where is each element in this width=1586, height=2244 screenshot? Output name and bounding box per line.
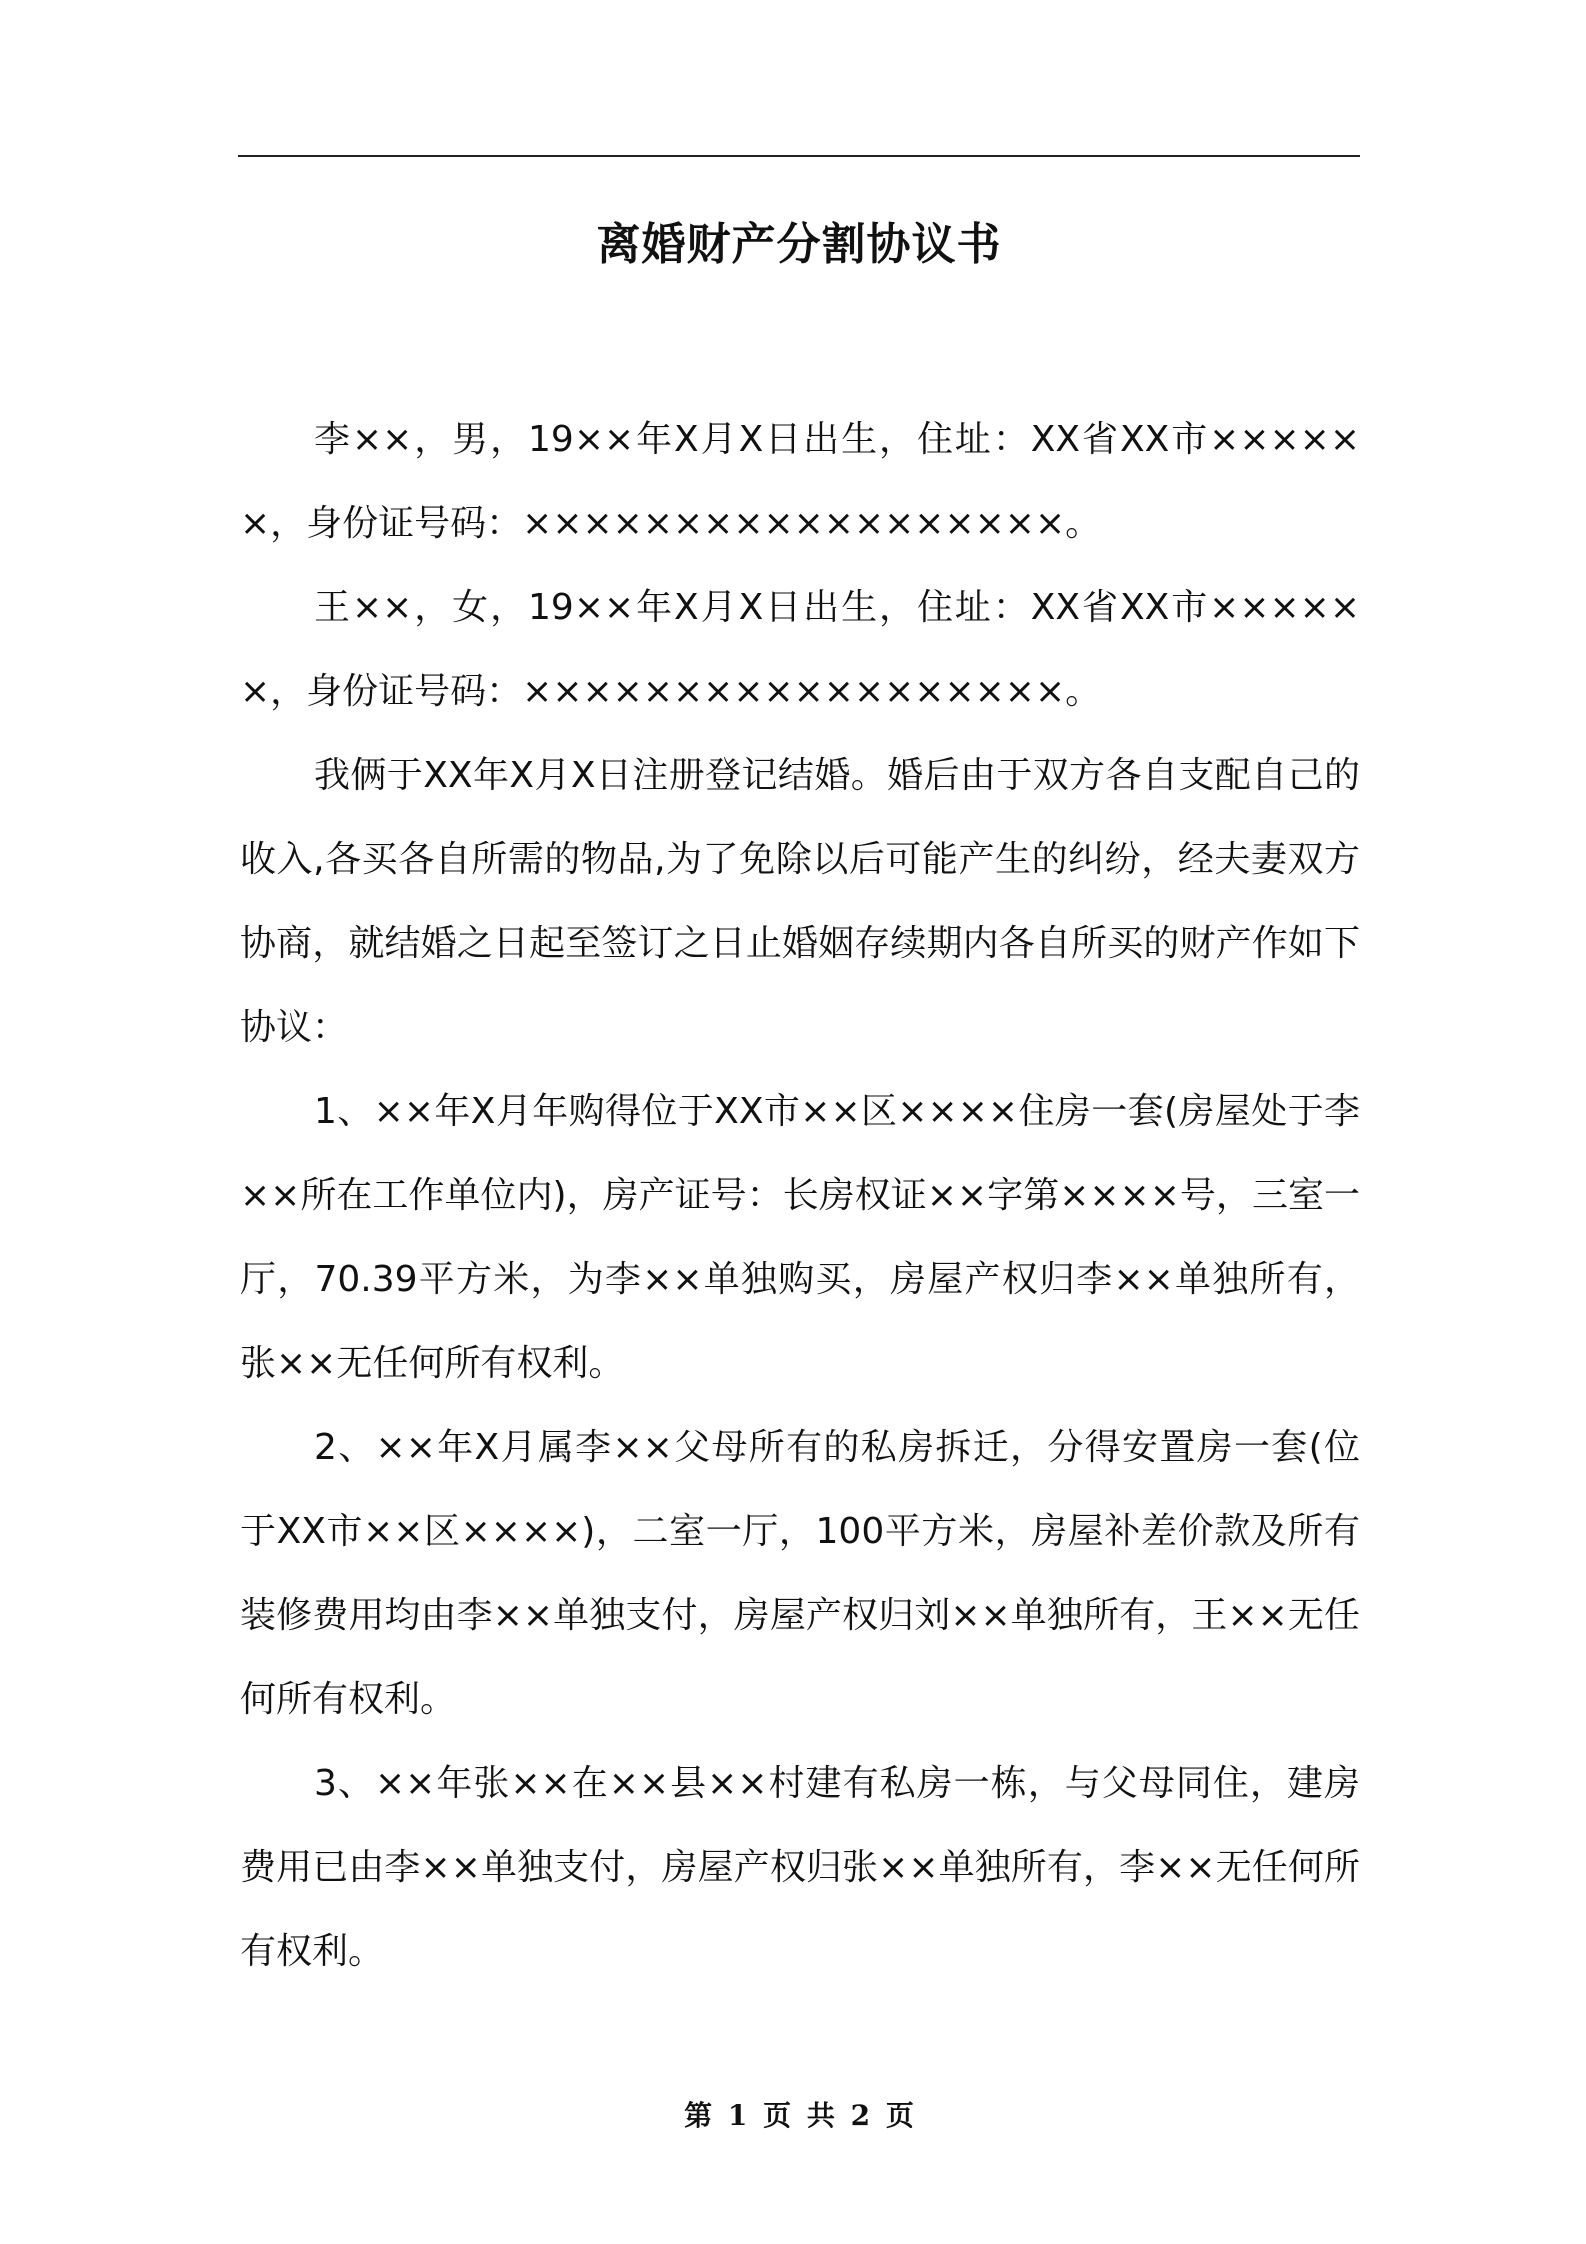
clause-2-paragraph: 2、××年X月属李××父母所有的私房拆迁，分得安置房一套(位于XX市××区××××)，二室一厅，100平方米，房屋补差价款及所有装修费用均由李××单独支付，房屋产权归刘××单独所有，王××无任何所有权利。 <box>240 1427 1360 1720</box>
preamble-paragraph: 我俩于XX年X月X日注册登记结婚。婚后由于双方各自支配自己的收入,各买各自所需的物品,为了免除以后可能产生的纠纷，经夫妻双方协商，就结婚之日起至签订之日止婚姻存续期内各自所买的财产作如下协议： <box>240 755 1360 1048</box>
document-title: 离婚财产分割协议书 <box>596 219 1002 270</box>
clause-3-paragraph: 3、××年张××在××县××村建有私房一栋，与父母同住，建房费用已由李××单独支付，房屋产权归张××单独所有，李××无任何所有权利。 <box>240 1763 1360 1972</box>
header-rule <box>238 155 1360 157</box>
clause-1-paragraph: 1、××年X月年购得位于XX市××区××××住房一套(房屋处于李××所在工作单位内)，房产证号：长房权证××字第××××号，三室一厅，70.39平方米，为李××单独购买，房屋产权归李××单独所有，张××无任何所有权利。 <box>240 1091 1360 1384</box>
party-1-paragraph: 李××，男，19××年X月X日出生，住址：XX省XX市××××××，身份证号码：××××××××××××××××××。 <box>240 419 1360 544</box>
page-number: 第 1 页 共 2 页 <box>684 2099 914 2132</box>
party-2-paragraph: 王××，女，19××年X月X日出生，住址：XX省XX市××××××，身份证号码：××××××××××××××××××。 <box>240 587 1360 712</box>
document-body <box>240 398 1360 1994</box>
